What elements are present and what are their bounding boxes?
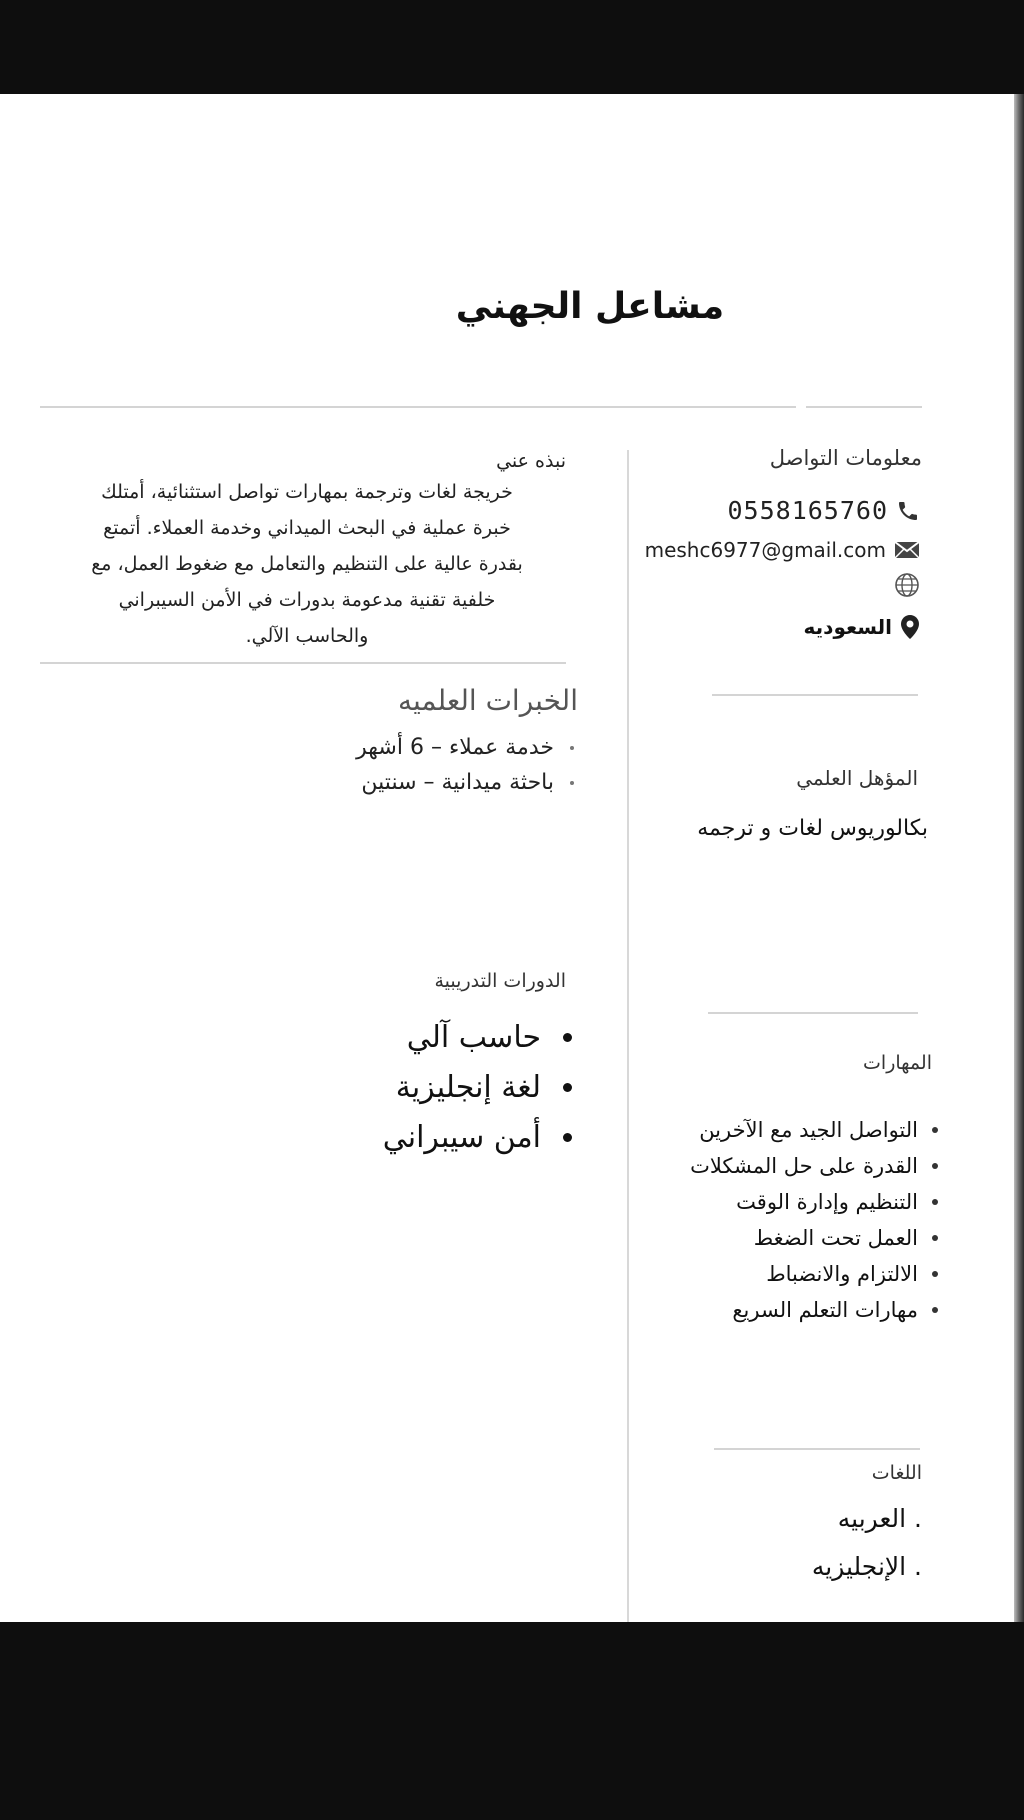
phone-number: 0558165760 [727,496,888,525]
header-divider-right [806,406,922,408]
courses-list [272,1012,572,1162]
experience-list [254,730,574,800]
bullet-dot [563,1083,572,1092]
page-edge-shadow [1014,94,1024,1622]
email-address: meshc6977@gmail.com [644,538,886,562]
bullet-dot [570,781,574,785]
about-section-title: نبذه عني [496,450,566,472]
envelope-icon [894,541,920,559]
map-pin-icon [900,614,920,640]
bullet-dot [932,1163,938,1169]
experience-item: باحثة ميدانية – سنتين [254,765,574,800]
education-section-title: المؤهل العلمي [796,766,918,790]
resume-page [0,94,1014,1622]
skills-section-title: المهارات [863,1052,932,1074]
skills-list [578,1112,938,1328]
skill-item: مهارات التعلم السريع [578,1292,938,1328]
contact-section-title: معلومات التواصل [769,446,922,470]
bullet-dot [932,1307,938,1313]
degree-text: بكالوريوس لغات و ترجمه [697,816,928,841]
courses-section-title: الدورات التدريبية [434,970,566,992]
bullet-dot [563,1133,572,1142]
bottom-black-bar [0,1622,1024,1820]
phone-row [620,496,920,525]
education-divider [708,1012,918,1014]
bullet-dot [932,1199,938,1205]
course-item: أمن سيبراني [272,1112,572,1162]
skill-item: التنظيم وإدارة الوقت [578,1184,938,1220]
bullet-dot [570,746,574,750]
globe-icon [894,572,920,598]
column-divider [627,450,629,1672]
language-item: . العربيه [837,1504,922,1533]
phone-icon [896,499,920,523]
about-divider [40,662,566,664]
header-divider-left [40,406,796,408]
experience-section-title: الخبرات العلميه [397,684,578,717]
bullet-dot [932,1271,938,1277]
candidate-name: مشاعل الجهني [455,286,725,327]
skill-item: التواصل الجيد مع الآخرين [578,1112,938,1148]
location-text: السعوديه [803,615,892,639]
bullet-dot [563,1033,572,1042]
skill-item: الالتزام والانضباط [578,1256,938,1292]
skill-item: العمل تحت الضغط [578,1220,938,1256]
bullet-dot [932,1235,938,1241]
bullet-dot [932,1127,938,1133]
email-row [580,538,920,562]
website-row [720,572,920,598]
languages-list [622,1504,922,1600]
about-paragraph: خريجة لغات وترجمة بمهارات تواصل استثنائية، أمتلك خبرة عملية في البحث الميداني وخدمة العملاء. أتمتع بقدرة عالية على التنظيم والتعامل مع ضغوط العمل، مع خلفية تقنية مدعومة بدورات في الأمن السيبراني والحاسب الآلي. [91,481,523,647]
top-black-bar [0,0,1024,94]
experience-item: خدمة عملاء – 6 أشهر [254,730,574,765]
skills-divider [714,1448,920,1450]
skill-item: القدرة على حل المشكلات [578,1148,938,1184]
language-item: . الإنجليزيه [811,1552,922,1581]
location-row [720,614,920,640]
languages-section-title: اللغات [871,1462,922,1484]
course-item: حاسب آلي [272,1012,572,1062]
contact-divider [712,694,918,696]
course-item: لغة إنجليزية [272,1062,572,1112]
